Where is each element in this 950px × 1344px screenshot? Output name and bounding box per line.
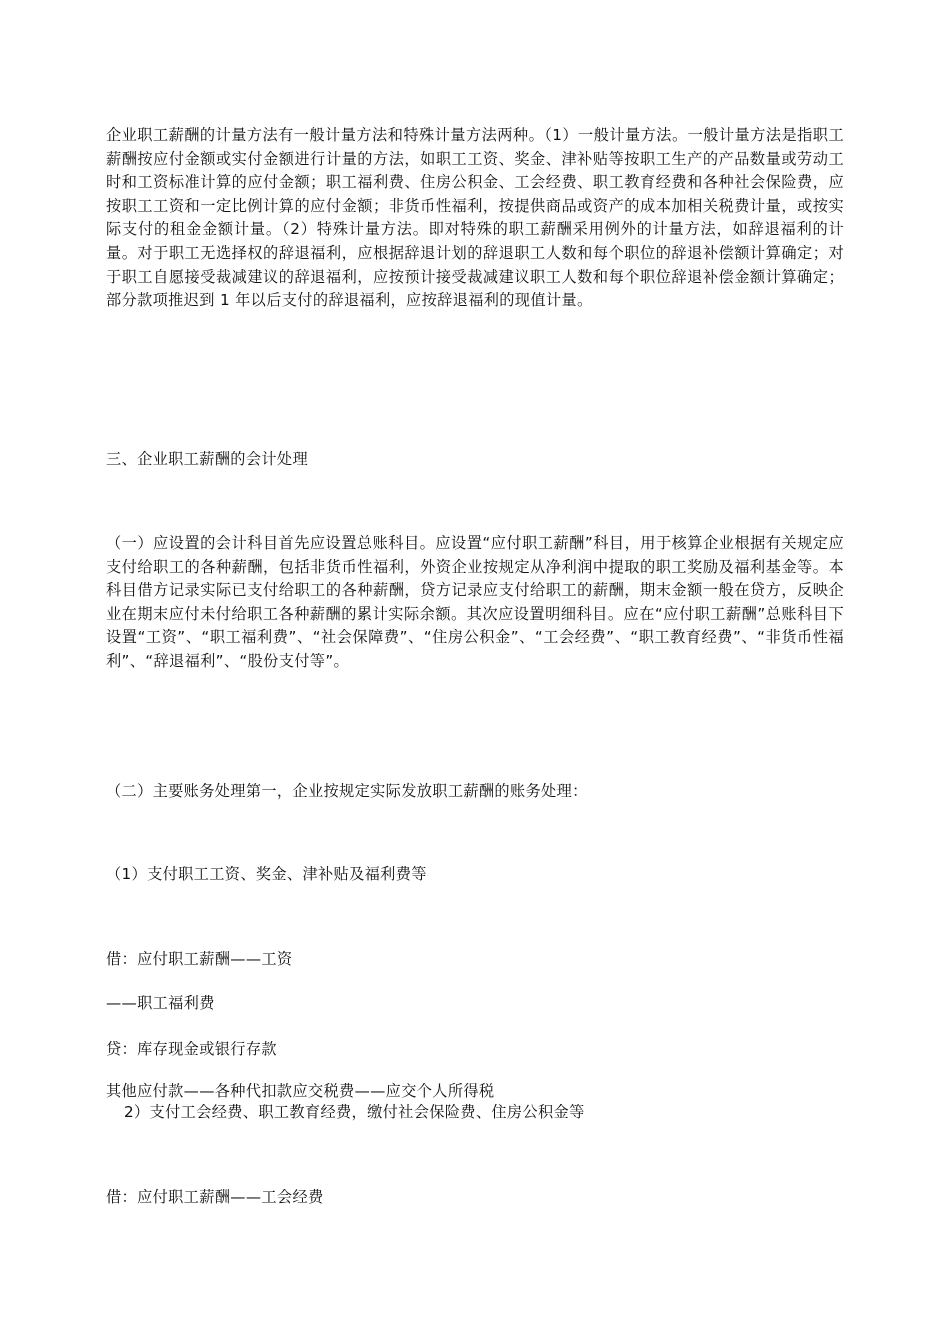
- list-item-pay-union-fees: 2）支付工会经费、职工教育经费，缴付社会保险费、住房公积金等: [124, 1103, 585, 1121]
- journal-other-payables: 其他应付款——各种代扣款应交税费——应交个人所得税: [106, 1082, 495, 1100]
- journal-debit-wages: 借：应付职工薪酬——工资: [106, 950, 293, 968]
- journal-debit-union-fees: 借：应付职工薪酬——工会经费: [106, 1188, 324, 1206]
- paragraph-accounting-subjects: （一）应设置的会计科目首先应设置总账科目。应设置“应付职工薪酬”科目，用于核算企业根据有关规定应支付给职工的各种薪酬，包括非货币性福利，外资企业按规定从净利润中提取的职工奖励及福利基金等。本科目借方记录实际已支付给职工的各种薪酬，贷方记录应支付给职工的薪酬，期末金额一般在贷方，反映企业在期末应付未付给职工各种薪酬的累计实际余额。其次应设置明细科目。应在“应付职工薪酬”总账科目下设置“工资”、“职工福利费”、“社会保障费”、“住房公积金”、“工会经费”、“职工教育经费”、“非货币性福利”、“辞退福利”、“股份支付等”。: [106, 534, 844, 670]
- section-heading-accounting-treatment: 三、企业职工薪酬的会计处理: [106, 450, 308, 468]
- list-item-pay-wages: （1）支付职工工资、奖金、津补贴及福利费等: [106, 865, 427, 883]
- paragraph-measurement-methods: 企业职工薪酬的计量方法有一般计量方法和特殊计量方法两种。（1）一般计量方法。一般计量方法是指职工薪酬按应付金额或实付金额进行计量的方法，如职工工资、奖金、津补贴等按职工生产的产品数量或劳动工时和工资标准计算的应付金额；职工福利费、住房公积金、工会经费、职工教育经费和各种社会保险费，应按职工工资和一定比例计算的应付金额；非货币性福利，按提供商品或资产的成本加相关税费计量，或按实际支付的租金金额计量。（2）特殊计量方法。即对特殊的职工薪酬采用例外的计量方法，如辞退福利的计量。对于职工无选择权的辞退福利，应根据辞退计划的辞退职工人数和每个职位的辞退补偿额计算确定；对于职工自愿接受裁减建议的辞退福利，应按预计接受裁减建议职工人数和每个职位辞退补偿金额计算确定；部分款项推迟到 1 年以后支付的辞退福利，应按辞退福利的现值计量。: [106, 126, 844, 310]
- paragraph-main-entries: （二）主要账务处理第一，企业按规定实际发放职工薪酬的账务处理：: [106, 782, 588, 800]
- journal-debit-welfare: ——职工福利费: [106, 994, 215, 1012]
- journal-credit-cash: 贷：库存现金或银行存款: [106, 1040, 277, 1058]
